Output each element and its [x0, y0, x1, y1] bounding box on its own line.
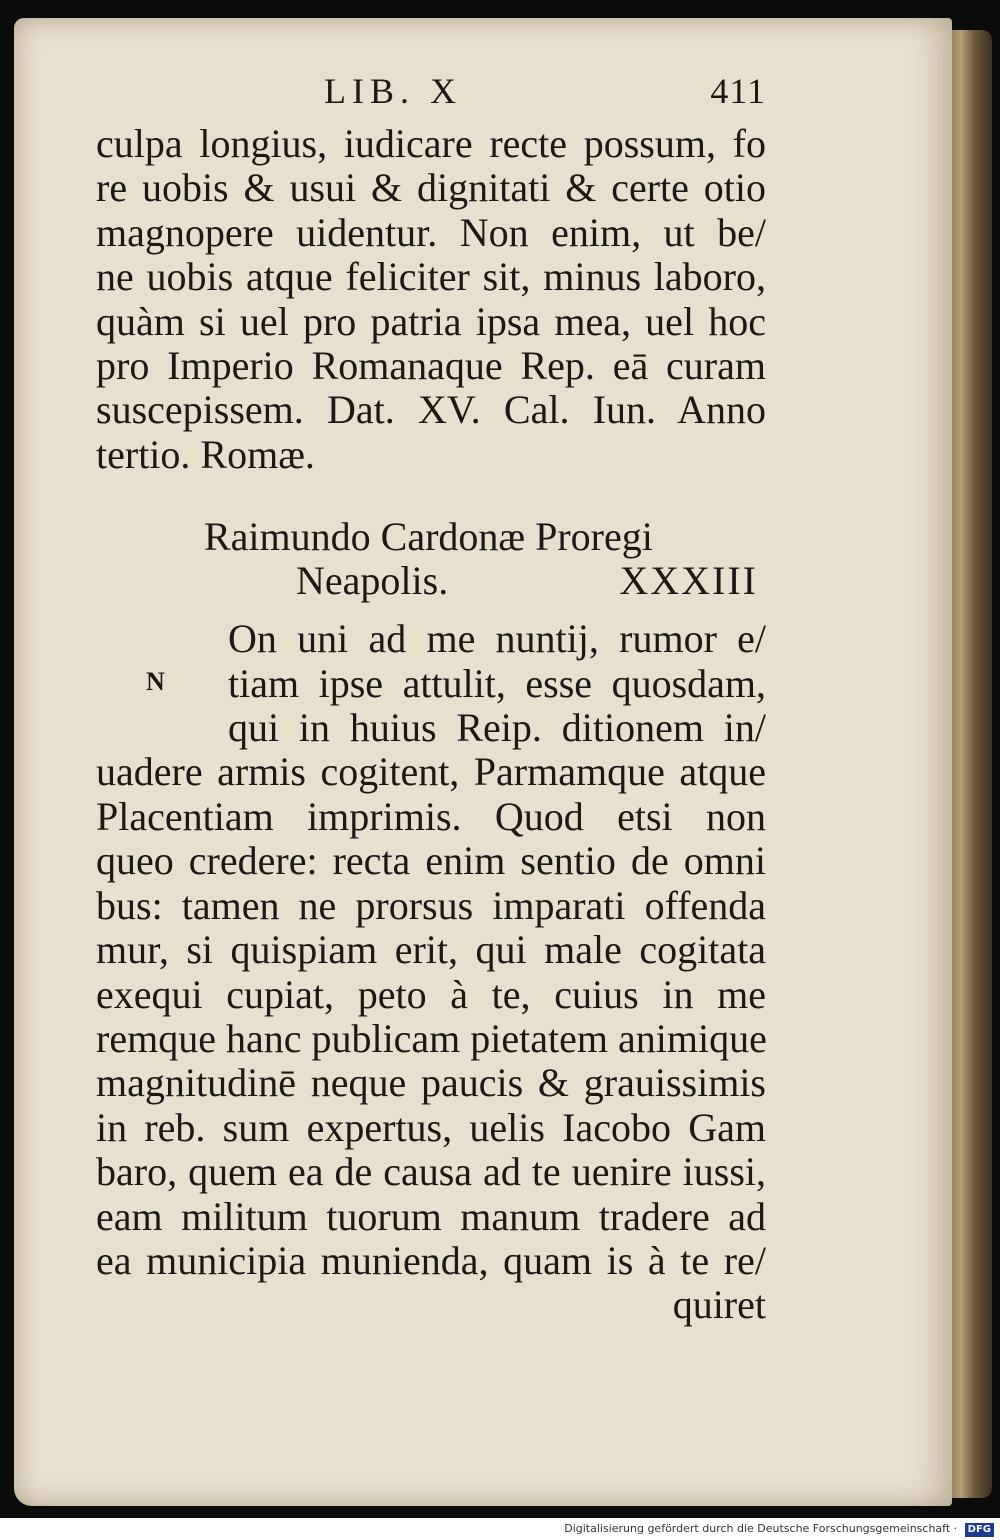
text-line: mur, si quispiam erit, qui male cogitata: [96, 927, 766, 973]
book-number: LIB. X: [324, 71, 462, 111]
text-line: pro Imperio Romanaque Rep. eā curam: [96, 343, 766, 389]
text-line: culpa longius, iudicare recte possum, fo: [96, 121, 766, 166]
text-line: On uni ad me nuntij, rumor e/: [228, 616, 766, 662]
paragraph-1: [96, 122, 766, 477]
text-line: quàm si uel pro patria ipsa mea, uel hoc: [96, 298, 766, 344]
text-line: magnopere uidentur. Non enim, ut be/: [96, 209, 766, 255]
text-line: magnitudinē neque paucis & grauissimis: [96, 1060, 766, 1106]
heading-line-2: Neapolis.: [296, 558, 449, 604]
initial-letter: N: [146, 667, 165, 697]
letter-heading: [96, 513, 766, 604]
text-line: re uobis & usui & dignitati & certe otio: [96, 165, 766, 211]
text-line: exequi cupiat, peto à te, cuius in me: [96, 971, 766, 1017]
text-line: Placentiam imprimis. Quod etsi non: [96, 793, 766, 839]
text-line: qui in huius Reip. ditionem in/: [228, 705, 766, 751]
text-line: tiam ipse attulit, esse quosdam,: [228, 660, 766, 706]
text-line: ea municipia munienda, quam is à te re/: [96, 1237, 766, 1283]
text-line: uadere armis cogitent, Parmamque atque: [96, 749, 766, 795]
digitization-credit: Digitalisierung gefördert durch die Deutsche Forschungsgemeinschaft · DFG: [0, 1518, 1000, 1540]
page-text: [96, 70, 766, 1328]
text-line: queo credere: recta enim sentio de omni: [96, 838, 766, 884]
page-number: 411: [710, 71, 766, 111]
dfg-logo: DFG: [965, 1523, 994, 1537]
letter-number: XXXIII: [619, 558, 758, 604]
heading-line-1: Raimundo Cardonæ Proregi: [204, 514, 653, 560]
credit-text: Digitalisierung gefördert durch die Deutsche Forschungsgemeinschaft: [564, 1522, 951, 1535]
text-line: tertio. Romæ.: [96, 431, 315, 477]
text-line: in reb. sum expertus, uelis Iacobo Gam: [96, 1104, 766, 1150]
text-line: eam militum tuorum manum tradere ad: [96, 1193, 766, 1239]
text-line: baro, quem ea de causa ad te uenire iussi,: [96, 1149, 766, 1195]
text-line: ne uobis atque feliciter sit, minus laboro,: [96, 254, 766, 300]
paragraph-2: [96, 617, 766, 1328]
text-line: bus: tamen ne prorsus imparati offenda: [96, 882, 766, 928]
text-line: remque hanc publicam pietatem animique: [96, 1015, 767, 1061]
catchword: quiret: [672, 1282, 766, 1328]
text-line: suscepissem. Dat. XV. Cal. Iun. Anno: [96, 387, 766, 433]
running-head: [96, 70, 766, 122]
book-edge: [948, 30, 992, 1498]
